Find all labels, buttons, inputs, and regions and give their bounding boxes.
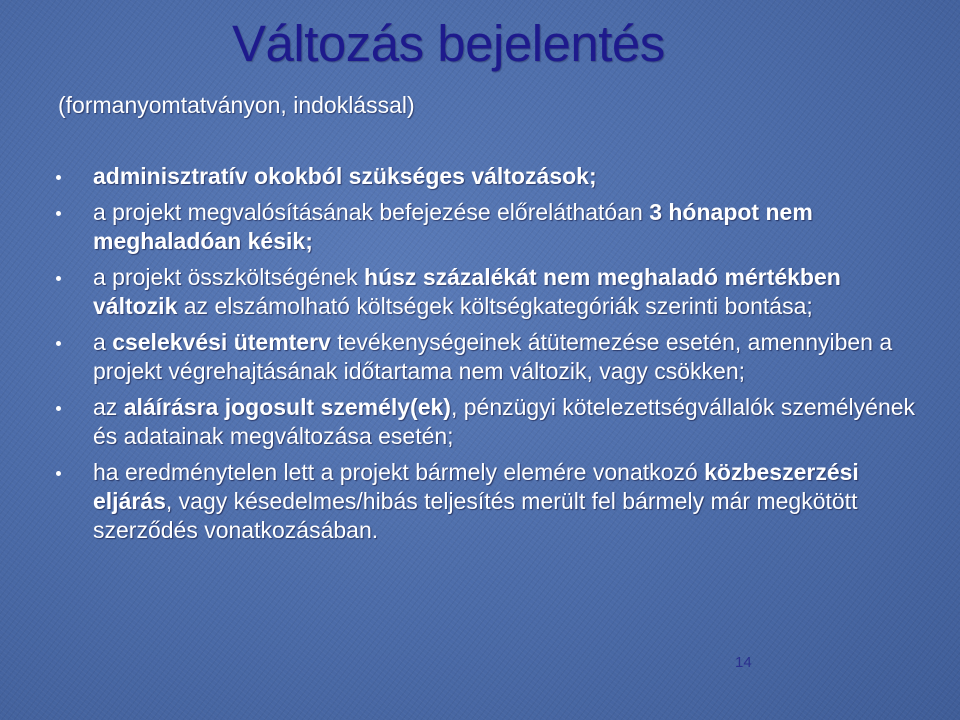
bullet-text: az: [93, 394, 124, 420]
bullet-text: , vagy késedelmes/hibás teljesítés merült fel bármely már megkötött szerződés vonatkozásában.: [93, 488, 858, 543]
bullet-dot-icon: [56, 211, 61, 216]
bullet-list: [56, 162, 916, 552]
bullet-dot-icon: [56, 175, 61, 180]
bullet-text-bold: aláírásra jogosult személy(ek): [123, 394, 451, 420]
bullet-text: a projekt összköltségének: [93, 264, 365, 290]
bullet-text-bold: adminisztratív okokból szükséges változások;: [93, 163, 597, 189]
bullet-item: [56, 328, 916, 386]
bullet-text-bold: 3 hónapot nem meghaladóan késik;: [93, 199, 813, 254]
bullet-text: , pénzügyi kötelezettségvállalók személyének és adatainak megváltozása esetén;: [93, 394, 916, 449]
bullet-text: az elszámolható költségek költségkategóriák szerinti bontása;: [177, 293, 813, 319]
bullet-dot-icon: [56, 471, 61, 476]
bullet-item: [56, 263, 916, 321]
slide-subtitle: (formanyomtatványon, indoklással): [58, 92, 415, 118]
bullet-text: a projekt megvalósításának befejezése előreláthatóan: [93, 199, 650, 225]
bullet-text: a: [93, 329, 113, 355]
bullet-dot-icon: [56, 341, 61, 346]
bullet-item: [56, 393, 916, 451]
page-number: 14: [735, 654, 752, 671]
slide-title: Változás bejelentés: [232, 15, 665, 72]
bullet-text: ha eredménytelen lett a projekt bármely elemére vonatkozó: [93, 459, 705, 485]
bullet-text-bold: cselekvési ütemterv: [112, 329, 331, 355]
bullet-text-bold: húsz százalékát nem meghaladó mértékben változik: [93, 264, 841, 319]
bullet-dot-icon: [56, 276, 61, 281]
bullet-item: [56, 162, 916, 191]
bullet-text-bold: közbeszerzési eljárás: [93, 459, 859, 514]
bullet-dot-icon: [56, 406, 61, 411]
bullet-text: tevékenységeinek átütemezése esetén, amennyiben a projekt végrehajtásának időtartama nem változik, vagy csökken;: [93, 329, 893, 384]
bullet-item: [56, 458, 916, 545]
bullet-item: [56, 198, 916, 256]
